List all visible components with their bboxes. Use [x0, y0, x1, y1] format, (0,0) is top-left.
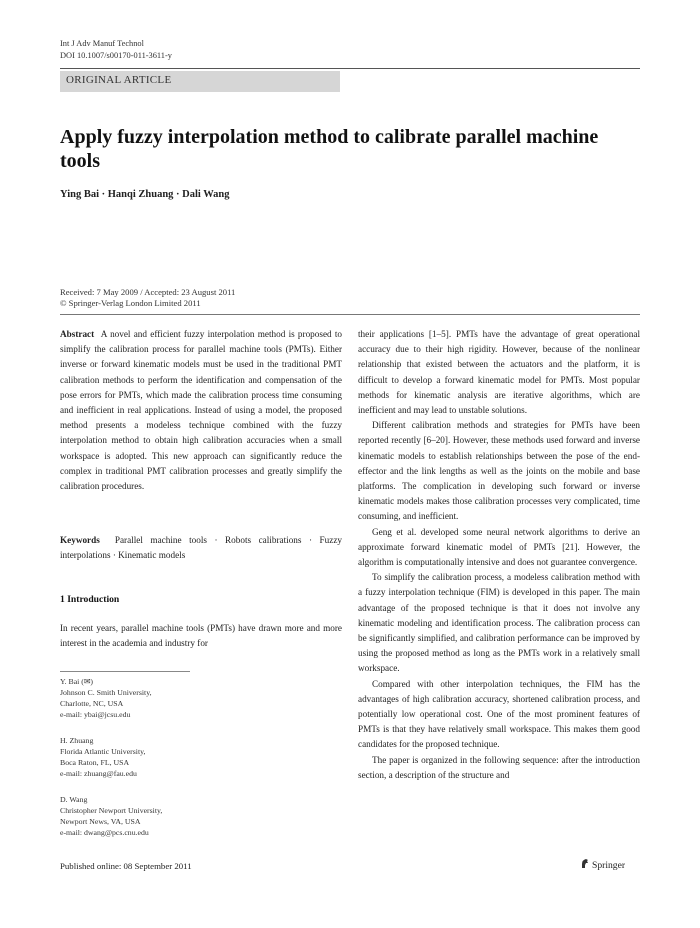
- affiliation-block: [60, 676, 152, 720]
- doi: DOI 10.1007/s00170-011-3611-y: [60, 51, 172, 60]
- body-paragraph: The paper is organized in the following sequence: after the introduction section, a description of the structure and: [358, 754, 640, 780]
- author-list: Ying Bai · Hanqi Zhuang · Dali Wang: [60, 189, 230, 200]
- intro-text: In recent years, parallel machine tools (PMTs) have drawn more and more interest in the academia and industry for: [60, 623, 342, 649]
- body-paragraph: Geng et al. developed some neural network algorithms to derive an approximate forward kinematic model of PMTs [21]. However, the algorithm is computationally intensive and does not guarantee convergence.: [358, 526, 640, 568]
- article-type-label: ORIGINAL ARTICLE: [66, 74, 172, 86]
- section-heading-introduction: 1 Introduction: [60, 594, 120, 605]
- section-rule: [60, 314, 640, 315]
- affiliation-line: H. Zhuang: [60, 736, 94, 745]
- body-paragraph: Different calibration methods and strategies for PMTs have been reported recently [6–20]. However, these methods used forward and inverse kinematic models to establish relationships between the pose of the end-effector and the link lengths as well as the joints on the mobile and base platforms. The complication in developing such forward or inverse kinematic models makes those calibration processes very complicated, time consuming, and inefficient.: [358, 420, 640, 522]
- journal-header: [60, 38, 172, 62]
- affiliation-block: [60, 735, 145, 779]
- publisher-name: Springer: [592, 860, 626, 871]
- abstract-label: Abstract: [60, 329, 95, 339]
- body-paragraph: their applications [1–5]. PMTs have the advantage of great operational accuracy due to their high rigidity. However, because of the nonlinear relationship that existed between the actuators and the platform, it is difficult to develop a forward kinematic model for PMTs. Most popular methods for kinematic analysis are iterative algorithms, which are inefficient and may lead to unstable solutions.: [358, 329, 640, 416]
- body-paragraph: Compared with other interpolation techniques, the FIM has the advantages of high calibration accuracy, shortened calibration process, and potentially low operational cost. One of the most prominent features of PMTs is that they have relatively small workspace. This makes them good candidates for the proposed technique.: [358, 678, 640, 750]
- affiliation-rule: [60, 671, 190, 672]
- intro-paragraph: [60, 621, 342, 651]
- abstract-text: A novel and efficient fuzzy interpolation method is proposed to simplify the calibration process for parallel machine tools (PMTs). Either inverse or forward kinematic models must be used in the traditional PMT calibration methods to perform the identification and compensation of the pose errors for PMTs, which made the calibration process time consuming and inefficient in real applications. Instead of using a model, the proposed method presents a modeless technique combined with the fuzzy interpolation method to obtain high calibration accuracies when a small workspace is adopted. This new approach can significantly reduce the complex in traditional PMT calibration processes and greatly simplify the calibration procedures.: [60, 329, 343, 492]
- copyright-line: © Springer-Verlag London Limited 2011: [60, 298, 201, 308]
- publisher-logo: [580, 858, 625, 871]
- affiliation-line: Christopher Newport University,: [60, 806, 163, 815]
- affiliation-line: Charlotte, NC, USA: [60, 699, 124, 708]
- affiliation-email[interactable]: e-mail: zhuang@fau.edu: [60, 769, 137, 778]
- keywords-label: Keywords: [60, 535, 100, 545]
- affiliation-line: D. Wang: [60, 795, 88, 804]
- keywords: [60, 533, 342, 563]
- journal-name: Int J Adv Manuf Technol: [60, 39, 144, 48]
- affiliation-block: [60, 794, 162, 838]
- springer-horse-icon: [580, 858, 590, 869]
- body-column-right: [358, 327, 640, 783]
- affiliation-line: Newport News, VA, USA: [60, 817, 141, 826]
- body-paragraph: To simplify the calibration process, a modeless calibration method with a fuzzy interpolation technique (FIM) is developed in this paper. The main advantage of the proposed technique is that it does not involve any kinematic modeling and identification process. The calibration process can be significantly simplified, and calibration performance can be improved by using the proposed method as long as the PMTs work in a relatively small workspace.: [358, 572, 640, 674]
- keywords-text: Parallel machine tools · Robots calibrations · Fuzzy interpolations · Kinematic models: [60, 535, 342, 561]
- affiliation-line: Florida Atlantic University,: [60, 747, 146, 756]
- affiliation-email[interactable]: e-mail: dwang@pcs.cnu.edu: [60, 828, 149, 837]
- affiliation-line: Y. Bai (✉): [60, 677, 94, 686]
- affiliation-email[interactable]: e-mail: ybai@jcsu.edu: [60, 710, 131, 719]
- paper-title: Apply fuzzy interpolation method to calibrate parallel machine tools: [60, 126, 599, 172]
- header-rule: [60, 68, 640, 69]
- received-line: Received: 7 May 2009 / Accepted: 23 August 2011: [60, 287, 236, 297]
- abstract: [60, 327, 342, 494]
- affiliation-line: Johnson C. Smith University,: [60, 688, 152, 697]
- received-dates: [60, 287, 235, 309]
- affiliation-line: Boca Raton, FL, USA: [60, 758, 130, 767]
- published-date: Published online: 08 September 2011: [60, 861, 192, 871]
